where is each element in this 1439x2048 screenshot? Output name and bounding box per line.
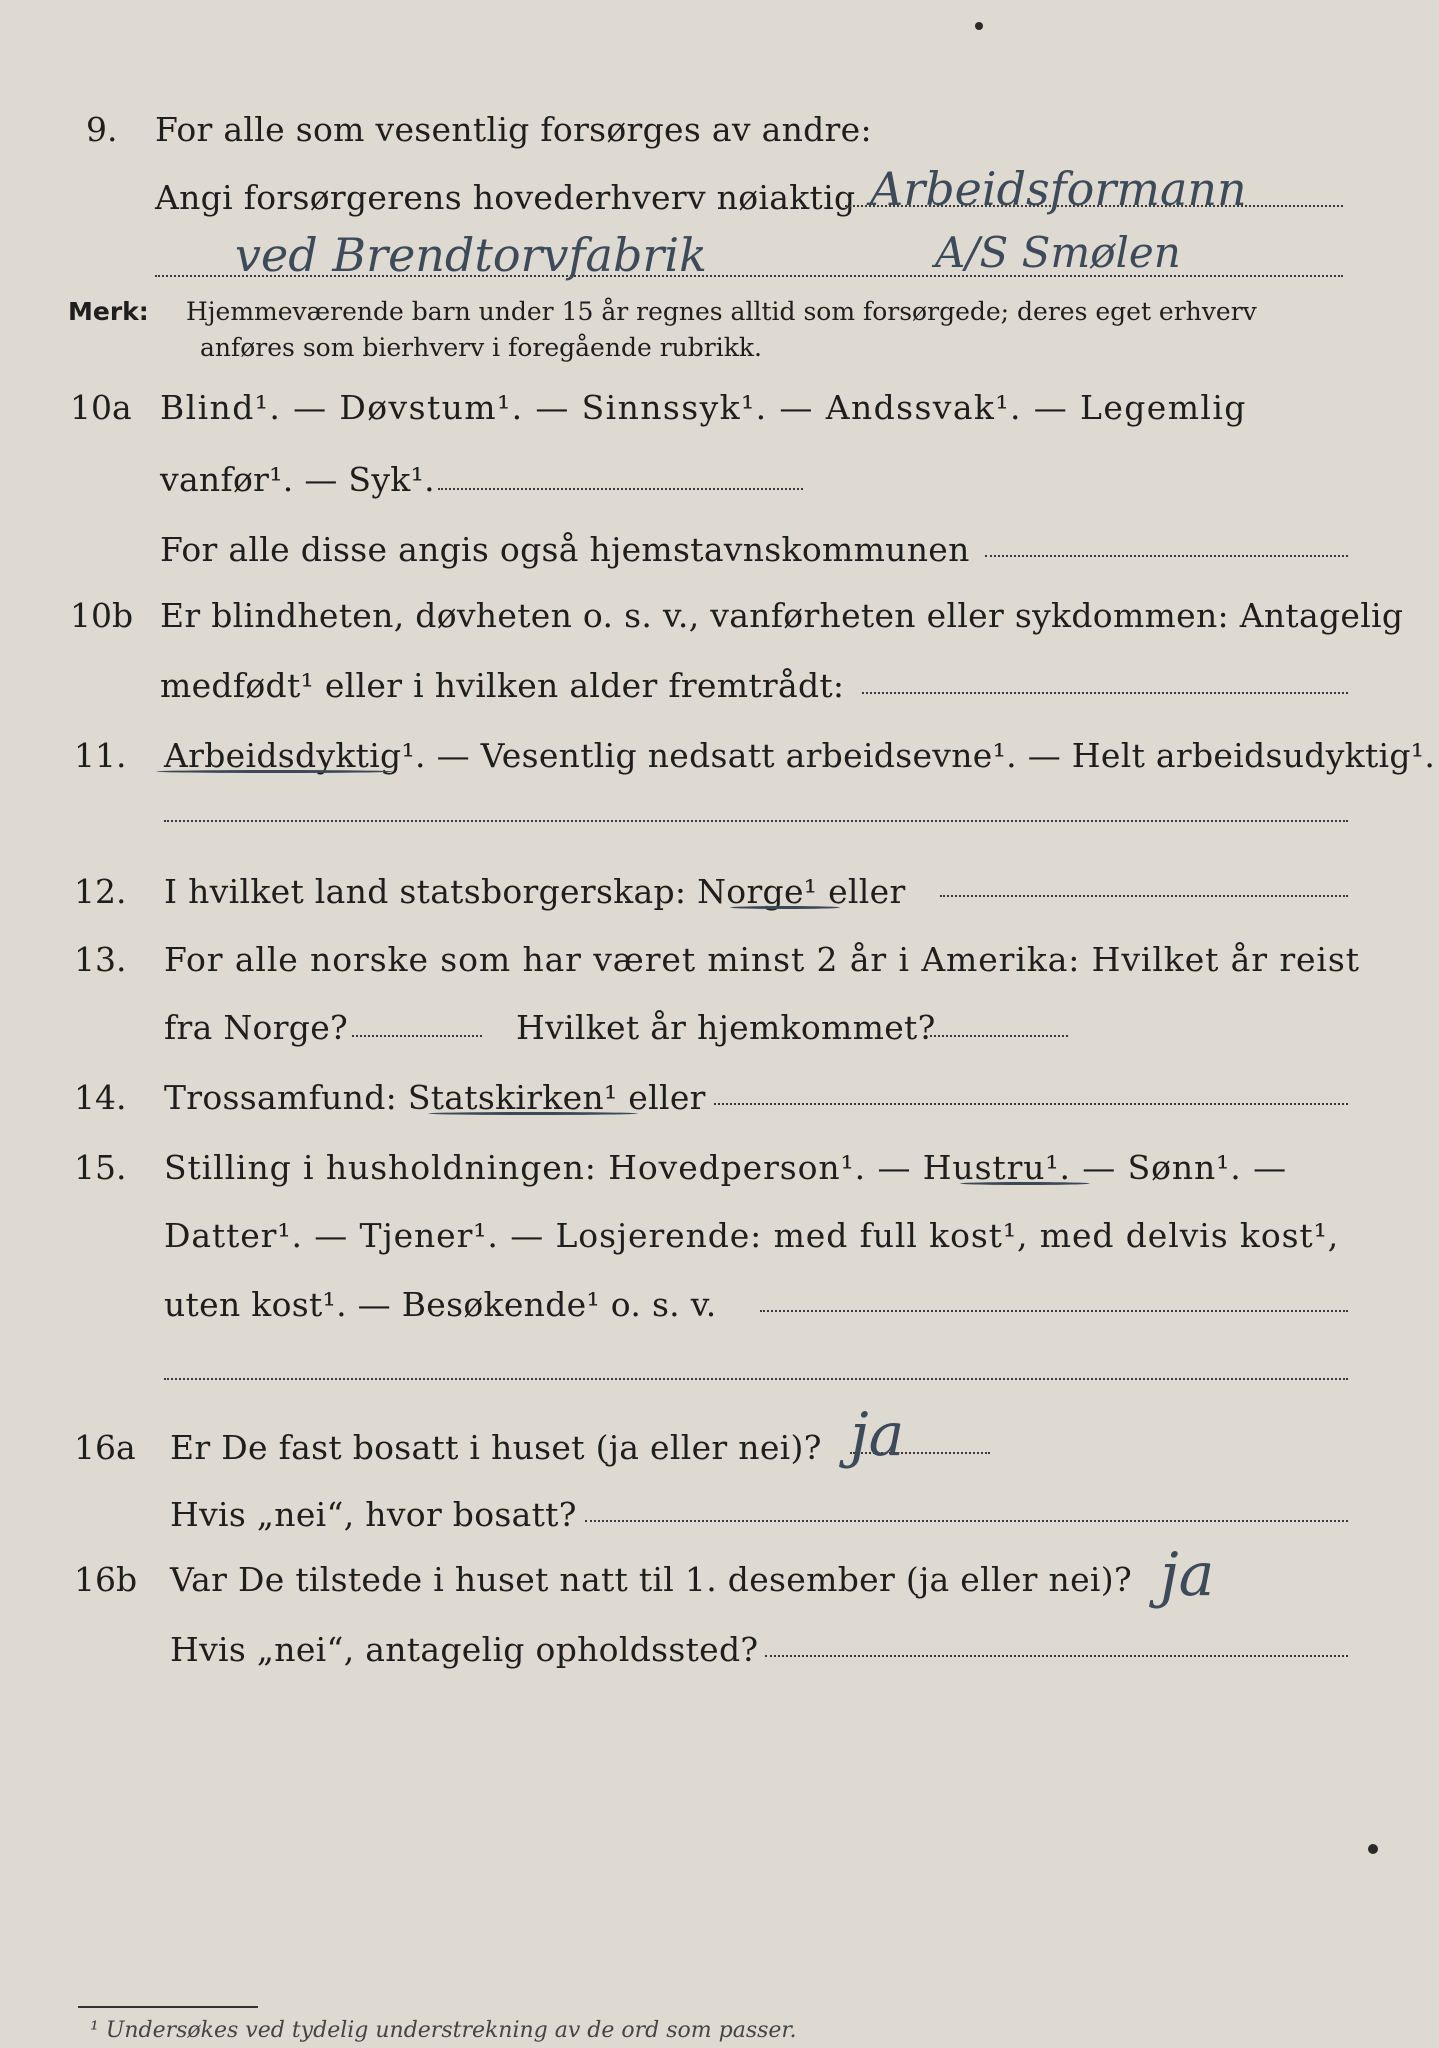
q14-number: 14.	[74, 1078, 127, 1117]
q13-answer-line1	[352, 1035, 482, 1037]
q15-underline-hustru	[960, 1182, 1090, 1185]
q12-underline-norge	[730, 906, 840, 909]
q14-underline-statskirken	[428, 1112, 638, 1115]
q11-answer-line	[164, 820, 1348, 822]
q10b-number: 10b	[70, 596, 134, 635]
q15-number: 15.	[74, 1148, 127, 1187]
q10b-answer-line	[862, 692, 1348, 694]
footer-rule	[78, 2006, 258, 2008]
q10a-line2: vanfør¹. — Syk¹.	[160, 460, 435, 499]
q15-answer-line2	[164, 1378, 1348, 1380]
footer-note: ¹ Undersøkes ved tydelig understrekning av de ord som passer.	[90, 2018, 797, 2043]
merk-line2: anføres som bierhverv i foregående rubrikk.	[200, 333, 762, 362]
q16a-handwritten-answer: ja	[850, 1400, 905, 1470]
q15-line3: uten kost¹. — Besøkende¹ o. s. v.	[164, 1285, 717, 1324]
q9-number: 9.	[86, 110, 118, 149]
q14-answer-line	[714, 1103, 1348, 1105]
q16b-line2: Hvis „nei“, antagelig opholdssted?	[170, 1630, 759, 1669]
q16b-answer-line	[765, 1655, 1348, 1657]
q15-line1: Stilling i husholdningen: Hovedperson¹. — Hustru¹. — Sønn¹. —	[164, 1148, 1287, 1187]
q9-handwritten-occupation-3: A/S Smølen	[935, 228, 1181, 277]
q12-line1: I hvilket land statsborgerskap: Norge¹ eller	[164, 872, 906, 911]
q11-number: 11.	[74, 736, 127, 775]
ink-speck-top	[975, 22, 983, 30]
q9-handwritten-occupation-2: ved Brendtorvfabrik	[235, 228, 707, 282]
q16a-line2: Hvis „nei“, hvor bosatt?	[170, 1495, 577, 1534]
q16a-line1: Er De fast bosatt i huset (ja eller nei)?	[170, 1428, 822, 1467]
q10a-line1: Blind¹. — Døvstum¹. — Sinnssyk¹. — Andssvak¹. — Legemlig	[160, 388, 1247, 427]
q9-handwritten-occupation-1: Arbeidsformann	[870, 162, 1247, 216]
q16b-number: 16b	[74, 1560, 138, 1599]
q10a-answer-line2	[985, 555, 1348, 557]
q16a-answer-line2	[585, 1520, 1348, 1522]
q11-underline-arbeidsdyktig	[156, 770, 394, 773]
q13-answer-line2	[930, 1035, 1068, 1037]
q13-line1: For alle norske som har været minst 2 år i Amerika: Hvilket år reist	[164, 940, 1360, 979]
q13-line2b: Hvilket år hjemkommet?	[516, 1008, 936, 1047]
q13-number: 13.	[74, 940, 127, 979]
q15-answer-line1	[760, 1310, 1348, 1312]
q10b-line2: medfødt¹ eller i hvilken alder fremtrådt:	[160, 666, 845, 705]
q16b-handwritten-answer: ja	[1160, 1540, 1215, 1610]
q11-line1: Arbeidsdyktig¹. — Vesentlig nedsatt arbeidsevne¹. — Helt arbeidsudyktig¹.	[164, 736, 1436, 775]
ink-speck	[1368, 1844, 1378, 1854]
merk-label: Merk:	[68, 297, 149, 326]
q12-number: 12.	[74, 872, 127, 911]
q10a-line3: For alle disse angis også hjemstavnskommunen	[160, 530, 970, 569]
q15-line2: Datter¹. — Tjener¹. — Losjerende: med full kost¹, med delvis kost¹,	[164, 1216, 1340, 1255]
q16a-number: 16a	[74, 1428, 136, 1467]
q9-line2: Angi forsørgerens hovederhverv nøiaktig	[155, 178, 856, 217]
q13-line2a: fra Norge?	[164, 1008, 349, 1047]
q10a-number: 10a	[70, 388, 132, 427]
merk-line1: Hjemmeværende barn under 15 år regnes alltid som forsørgede; deres eget erhverv	[186, 297, 1257, 326]
q10a-answer-line1	[438, 488, 803, 490]
q12-answer-line	[940, 895, 1348, 897]
q9-line1: For alle som vesentlig forsørges av andre:	[155, 110, 872, 149]
q16b-line1: Var De tilstede i huset natt til 1. desember (ja eller nei)?	[170, 1560, 1132, 1599]
q14-line1: Trossamfund: Statskirken¹ eller	[164, 1078, 706, 1117]
q10b-line1: Er blindheten, døvheten o. s. v., vanførheten eller sykdommen: Antagelig	[160, 596, 1404, 635]
